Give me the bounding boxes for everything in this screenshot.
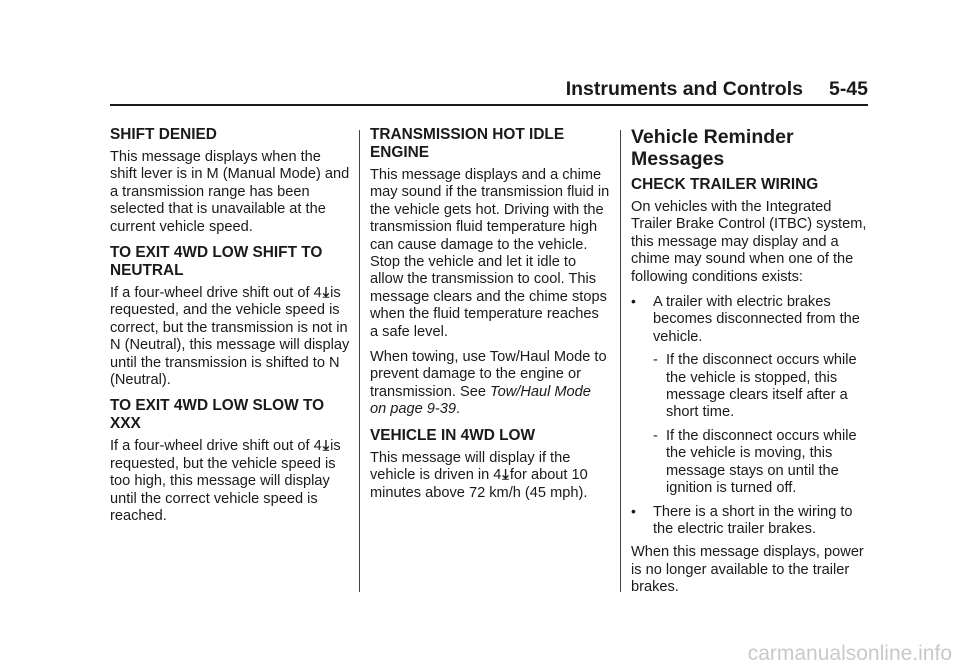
heading-exit-4wd-low-slow: TO EXIT 4WD LOW SLOW TO XXX <box>110 397 325 433</box>
heading-exit-4wd-low-neutral: TO EXIT 4WD LOW SHIFT TO NEUTRAL <box>110 244 323 280</box>
paragraph-exit-4wd-low-slow <box>110 438 350 525</box>
text-fragment: When towing, use Tow/Haul Mode to prevent damage to the engine or transmission. See <box>370 349 607 400</box>
header-rule <box>110 104 868 106</box>
dash-icon: - <box>653 352 658 369</box>
paragraph-transmission-hot: This message displays and a chime may sound if the transmission fluid in the vehicle gets hot. Driving with the transmission fluid temperature high can cause damage to the vehicle. Stop the vehicle and let it idle to allow the transmission to cool. This message clears and the chime stops when the fluid temperature reaches a safe level. <box>370 167 610 340</box>
column-3 <box>631 126 871 605</box>
text-fragment: for about 10 minutes above 72 km/h (45 mph). <box>370 467 588 501</box>
4wd-low-arrow-icon: ⤓ <box>322 285 330 302</box>
4wd-low-arrow-icon: ⤓ <box>322 438 330 455</box>
column-divider-2 <box>620 130 621 592</box>
dash-icon: - <box>653 427 658 444</box>
paragraph-vehicle-in-4wd-low <box>370 450 610 502</box>
list-item-text: There is a short in the wiring to the electric trailer brakes. <box>653 503 853 537</box>
paragraph-shift-denied: This message displays when the shift lever is in M (Manual Mode) and a transmission range has been selected that is unavailable at the current vehicle speed. <box>110 149 350 235</box>
page-number: 5-45 <box>828 78 868 100</box>
sub-list-item <box>631 352 871 422</box>
list-item-text: If the disconnect occurs while the vehicle is stopped, this message clears itself after a short time. <box>666 352 857 421</box>
text-fragment: If a four-wheel drive shift out of 4 <box>110 438 322 455</box>
text-fragment: is requested, but the vehicle speed is too high, this message will display until the correct vehicle speed is reached. <box>110 438 341 525</box>
page-header <box>0 78 868 101</box>
paragraph-check-trailer-wiring: On vehicles with the Integrated Trailer Brake Control (ITBC) system, this message may display and a chime may sound when one of the following conditions exists: <box>631 199 867 285</box>
list-item-text: If the disconnect occurs while the vehicle is moving, this message stays on until the ignition is turned off. <box>666 427 857 497</box>
heading-vehicle-in-4wd-low: VEHICLE IN 4WD LOW <box>370 426 536 444</box>
heading-transmission-hot: TRANSMISSION HOT IDLE ENGINE <box>370 126 565 161</box>
text-fragment: This message will display if the vehicle is driven in 4 <box>370 449 571 484</box>
bullet-icon: • <box>631 293 636 310</box>
sub-list-item <box>631 428 871 498</box>
paragraph-exit-4wd-low-neutral <box>110 285 350 389</box>
column-1 <box>110 126 350 534</box>
section-title: Instruments and Controls <box>565 78 803 100</box>
list-item <box>631 294 871 346</box>
paragraph-towing <box>370 349 610 419</box>
heading-shift-denied: SHIFT DENIED <box>110 126 217 143</box>
text-fragment: If a four-wheel drive shift out of 4 <box>110 285 322 302</box>
text-fragment: is requested, and the vehicle speed is correct, but the transmission is not in N (Neutral), this message will display until the transmission is shifted to N (Neutral). <box>110 285 350 389</box>
watermark: carmanualsonline.info <box>747 642 952 665</box>
cross-reference-link[interactable]: Tow/Haul Mode on page 9-39 <box>370 383 591 418</box>
bullet-icon: • <box>631 502 636 519</box>
list-item-text: A trailer with electric brakes becomes disconnected from the vehicle. <box>653 294 860 345</box>
paragraph-power-unavailable: When this message displays, power is no longer available to the trailer brakes. <box>631 544 864 596</box>
text-fragment: . <box>456 401 461 418</box>
list-item <box>631 504 871 539</box>
column-divider-1 <box>359 130 360 592</box>
heading-vehicle-reminder-messages: Vehicle Reminder Messages <box>631 126 794 170</box>
4wd-low-arrow-icon: ⤓ <box>502 467 509 484</box>
column-2 <box>370 126 610 510</box>
heading-check-trailer-wiring: CHECK TRAILER WIRING <box>631 176 819 193</box>
